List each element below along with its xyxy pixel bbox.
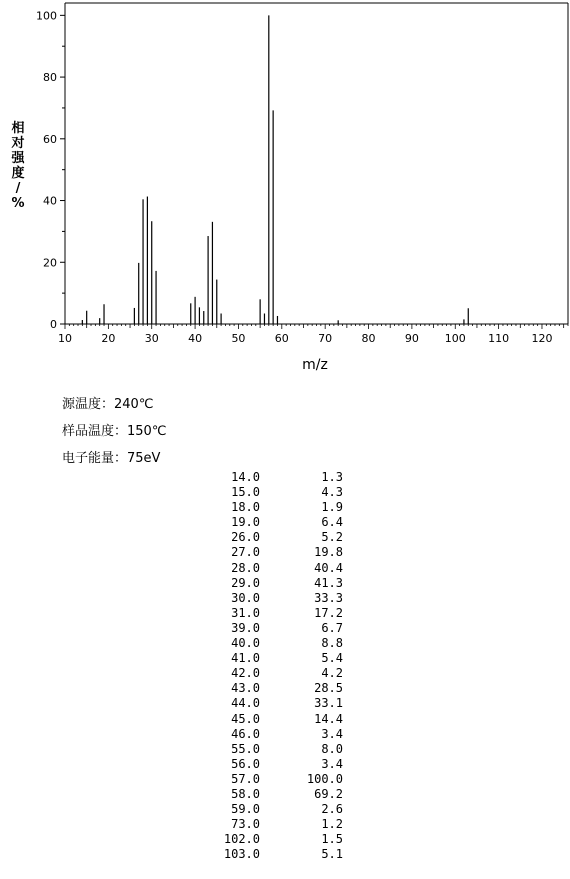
- abundance-value: 8.0: [321, 741, 343, 756]
- abundance-value: 3.4: [321, 756, 343, 771]
- mz-value: 41.0: [231, 651, 260, 666]
- y-tick-label: 80: [43, 71, 57, 85]
- table-row: [200, 485, 350, 500]
- mz-value: 30.0: [231, 590, 260, 605]
- x-tick-label: 10: [58, 332, 72, 345]
- mz-value: 15.0: [231, 485, 260, 500]
- abundance-value: 5.1: [321, 847, 343, 862]
- abundance-value: 28.5: [314, 681, 343, 696]
- y-axis-label: 相对强度/ %: [11, 121, 25, 211]
- x-axis-label: m/z: [302, 357, 328, 373]
- x-tick-label: 80: [361, 332, 376, 345]
- abundance-value: 33.1: [314, 696, 343, 711]
- mz-value: 45.0: [231, 711, 260, 726]
- abundance-value: 19.8: [314, 545, 343, 560]
- mz-value: 44.0: [231, 696, 260, 711]
- mz-value: 57.0: [231, 771, 260, 786]
- abundance-value: 100.0: [306, 771, 343, 786]
- x-tick-label: 110: [488, 332, 510, 345]
- abundance-value: 4.2: [321, 666, 343, 681]
- abundance-value: 33.3: [314, 590, 343, 605]
- abundance-value: 5.2: [321, 530, 343, 545]
- table-row: [200, 606, 350, 621]
- x-tick-label: 20: [101, 332, 116, 345]
- abundance-value: 4.3: [321, 485, 343, 500]
- mz-value: 40.0: [231, 636, 260, 651]
- mz-value: 26.0: [231, 530, 260, 545]
- x-tick-label: 60: [274, 332, 289, 345]
- table-row: [200, 817, 350, 832]
- x-tick-label: 90: [404, 332, 419, 345]
- abundance-value: 6.7: [321, 620, 343, 635]
- abundance-value: 41.3: [314, 575, 343, 590]
- abundance-value: 40.4: [314, 560, 343, 575]
- abundance-value: 2.6: [321, 802, 343, 817]
- x-tick-label: 30: [144, 332, 159, 345]
- table-row: [200, 787, 350, 802]
- x-axis-ticks: [58, 324, 568, 345]
- mz-value: 43.0: [231, 681, 260, 696]
- table-row: [200, 681, 350, 696]
- y-tick-label: 60: [43, 132, 57, 146]
- table-row: [200, 500, 350, 515]
- table-row: [200, 561, 350, 576]
- peak-lines: [82, 15, 468, 324]
- table-row: [200, 712, 350, 727]
- abundance-value: 1.5: [321, 832, 343, 847]
- abundance-value: 5.4: [321, 651, 343, 666]
- abundance-value: 17.2: [314, 605, 343, 620]
- mz-value: 27.0: [231, 545, 260, 560]
- abundance-value: 3.4: [321, 726, 343, 741]
- mz-value: 14.0: [231, 470, 260, 484]
- y-tick-label: 40: [43, 194, 57, 208]
- table-row: [200, 696, 350, 711]
- mz-value: 73.0: [231, 817, 260, 832]
- mass-spectrum-chart: [0, 0, 570, 380]
- mz-value: 46.0: [231, 726, 260, 741]
- electron-energy: 电子能量：75eV: [62, 451, 161, 466]
- x-tick-label: 120: [531, 332, 553, 345]
- mz-value: 31.0: [231, 605, 260, 620]
- table-row: [200, 847, 350, 862]
- mz-value: 42.0: [231, 666, 260, 681]
- table-row: [200, 832, 350, 847]
- mz-value: 102.0: [223, 832, 260, 847]
- table-row: [200, 757, 350, 772]
- table-row: [200, 545, 350, 560]
- table-row: [200, 727, 350, 742]
- mz-value: 18.0: [231, 500, 260, 515]
- x-tick-label: 40: [188, 332, 203, 345]
- sample-temperature: 样品温度：150℃: [62, 424, 167, 439]
- mz-value: 56.0: [231, 756, 260, 771]
- mz-value: 19.0: [231, 515, 260, 530]
- mz-value: 103.0: [223, 847, 260, 862]
- source-temperature: 源温度：240℃: [62, 397, 154, 412]
- y-tick-label: 0: [50, 318, 57, 331]
- table-row: [200, 576, 350, 591]
- mz-value: 29.0: [231, 575, 260, 590]
- table-row: [200, 470, 350, 485]
- abundance-value: 1.3: [321, 470, 343, 484]
- mz-value: 59.0: [231, 802, 260, 817]
- y-tick-label: 100: [36, 9, 57, 23]
- table-row: [200, 666, 350, 681]
- abundance-value: 6.4: [321, 515, 343, 530]
- x-tick-label: 50: [231, 332, 246, 345]
- table-row: [200, 802, 350, 817]
- y-axis-ticks: [36, 9, 65, 331]
- table-row: [200, 621, 350, 636]
- table-row: [200, 530, 350, 545]
- table-row: [200, 772, 350, 787]
- abundance-value: 69.2: [314, 786, 343, 801]
- plot-frame: [65, 3, 568, 324]
- abundance-value: 14.4: [314, 711, 343, 726]
- abundance-value: 8.8: [321, 636, 343, 651]
- mz-value: 58.0: [231, 786, 260, 801]
- y-tick-label: 20: [43, 256, 57, 270]
- x-tick-label: 100: [444, 332, 466, 345]
- table-row: [200, 515, 350, 530]
- peak-table: [200, 470, 350, 862]
- mz-value: 28.0: [231, 560, 260, 575]
- abundance-value: 1.9: [321, 500, 343, 515]
- table-row: [200, 591, 350, 606]
- mz-value: 55.0: [231, 741, 260, 756]
- table-row: [200, 651, 350, 666]
- mz-value: 39.0: [231, 620, 260, 635]
- abundance-value: 1.2: [321, 817, 343, 832]
- table-row: [200, 742, 350, 757]
- x-tick-label: 70: [318, 332, 333, 345]
- table-row: [200, 636, 350, 651]
